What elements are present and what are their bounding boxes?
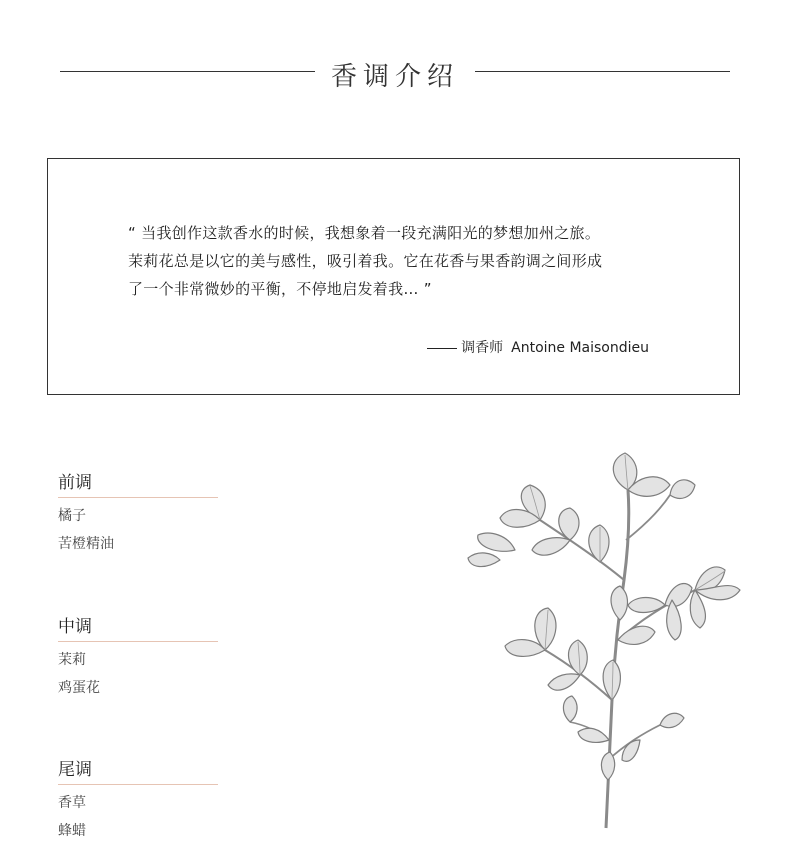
- top-notes-title: 前调: [58, 468, 218, 498]
- base-notes: [58, 755, 218, 841]
- author-name: Antoine Maisondieu: [511, 340, 649, 356]
- quote-author: [427, 337, 649, 357]
- note-item: 茉莉: [58, 652, 86, 668]
- quote-line: “ 当我创作这款香水的时候，我想象着一段充满阳光的梦想加州之旅。: [128, 224, 601, 242]
- herb-sprig-illustration-icon: [460, 450, 750, 835]
- note-item: 香草: [58, 795, 86, 811]
- section-header: [60, 52, 730, 92]
- author-role: 调香师: [461, 340, 504, 356]
- quote-line: 了一个非常微妙的平衡，不停地启发着我… ”: [128, 280, 432, 298]
- middle-notes: [58, 612, 218, 698]
- note-item: 蜂蜡: [58, 823, 86, 839]
- note-item: 鸡蛋花: [58, 680, 100, 696]
- note-item: 橘子: [58, 508, 86, 524]
- top-notes: [58, 468, 218, 554]
- base-notes-title: 尾调: [58, 755, 218, 785]
- header-rule-right: [475, 71, 730, 72]
- perfumer-quote-box: [47, 158, 740, 395]
- quote-text: [128, 219, 688, 303]
- quote-line: 茉莉花总是以它的美与感性，吸引着我。它在花香与果香韵调之间形成: [128, 252, 603, 270]
- author-dash: [427, 348, 457, 349]
- section-title: 香调介绍: [330, 62, 459, 92]
- middle-notes-title: 中调: [58, 612, 218, 642]
- note-item: 苦橙精油: [58, 536, 114, 552]
